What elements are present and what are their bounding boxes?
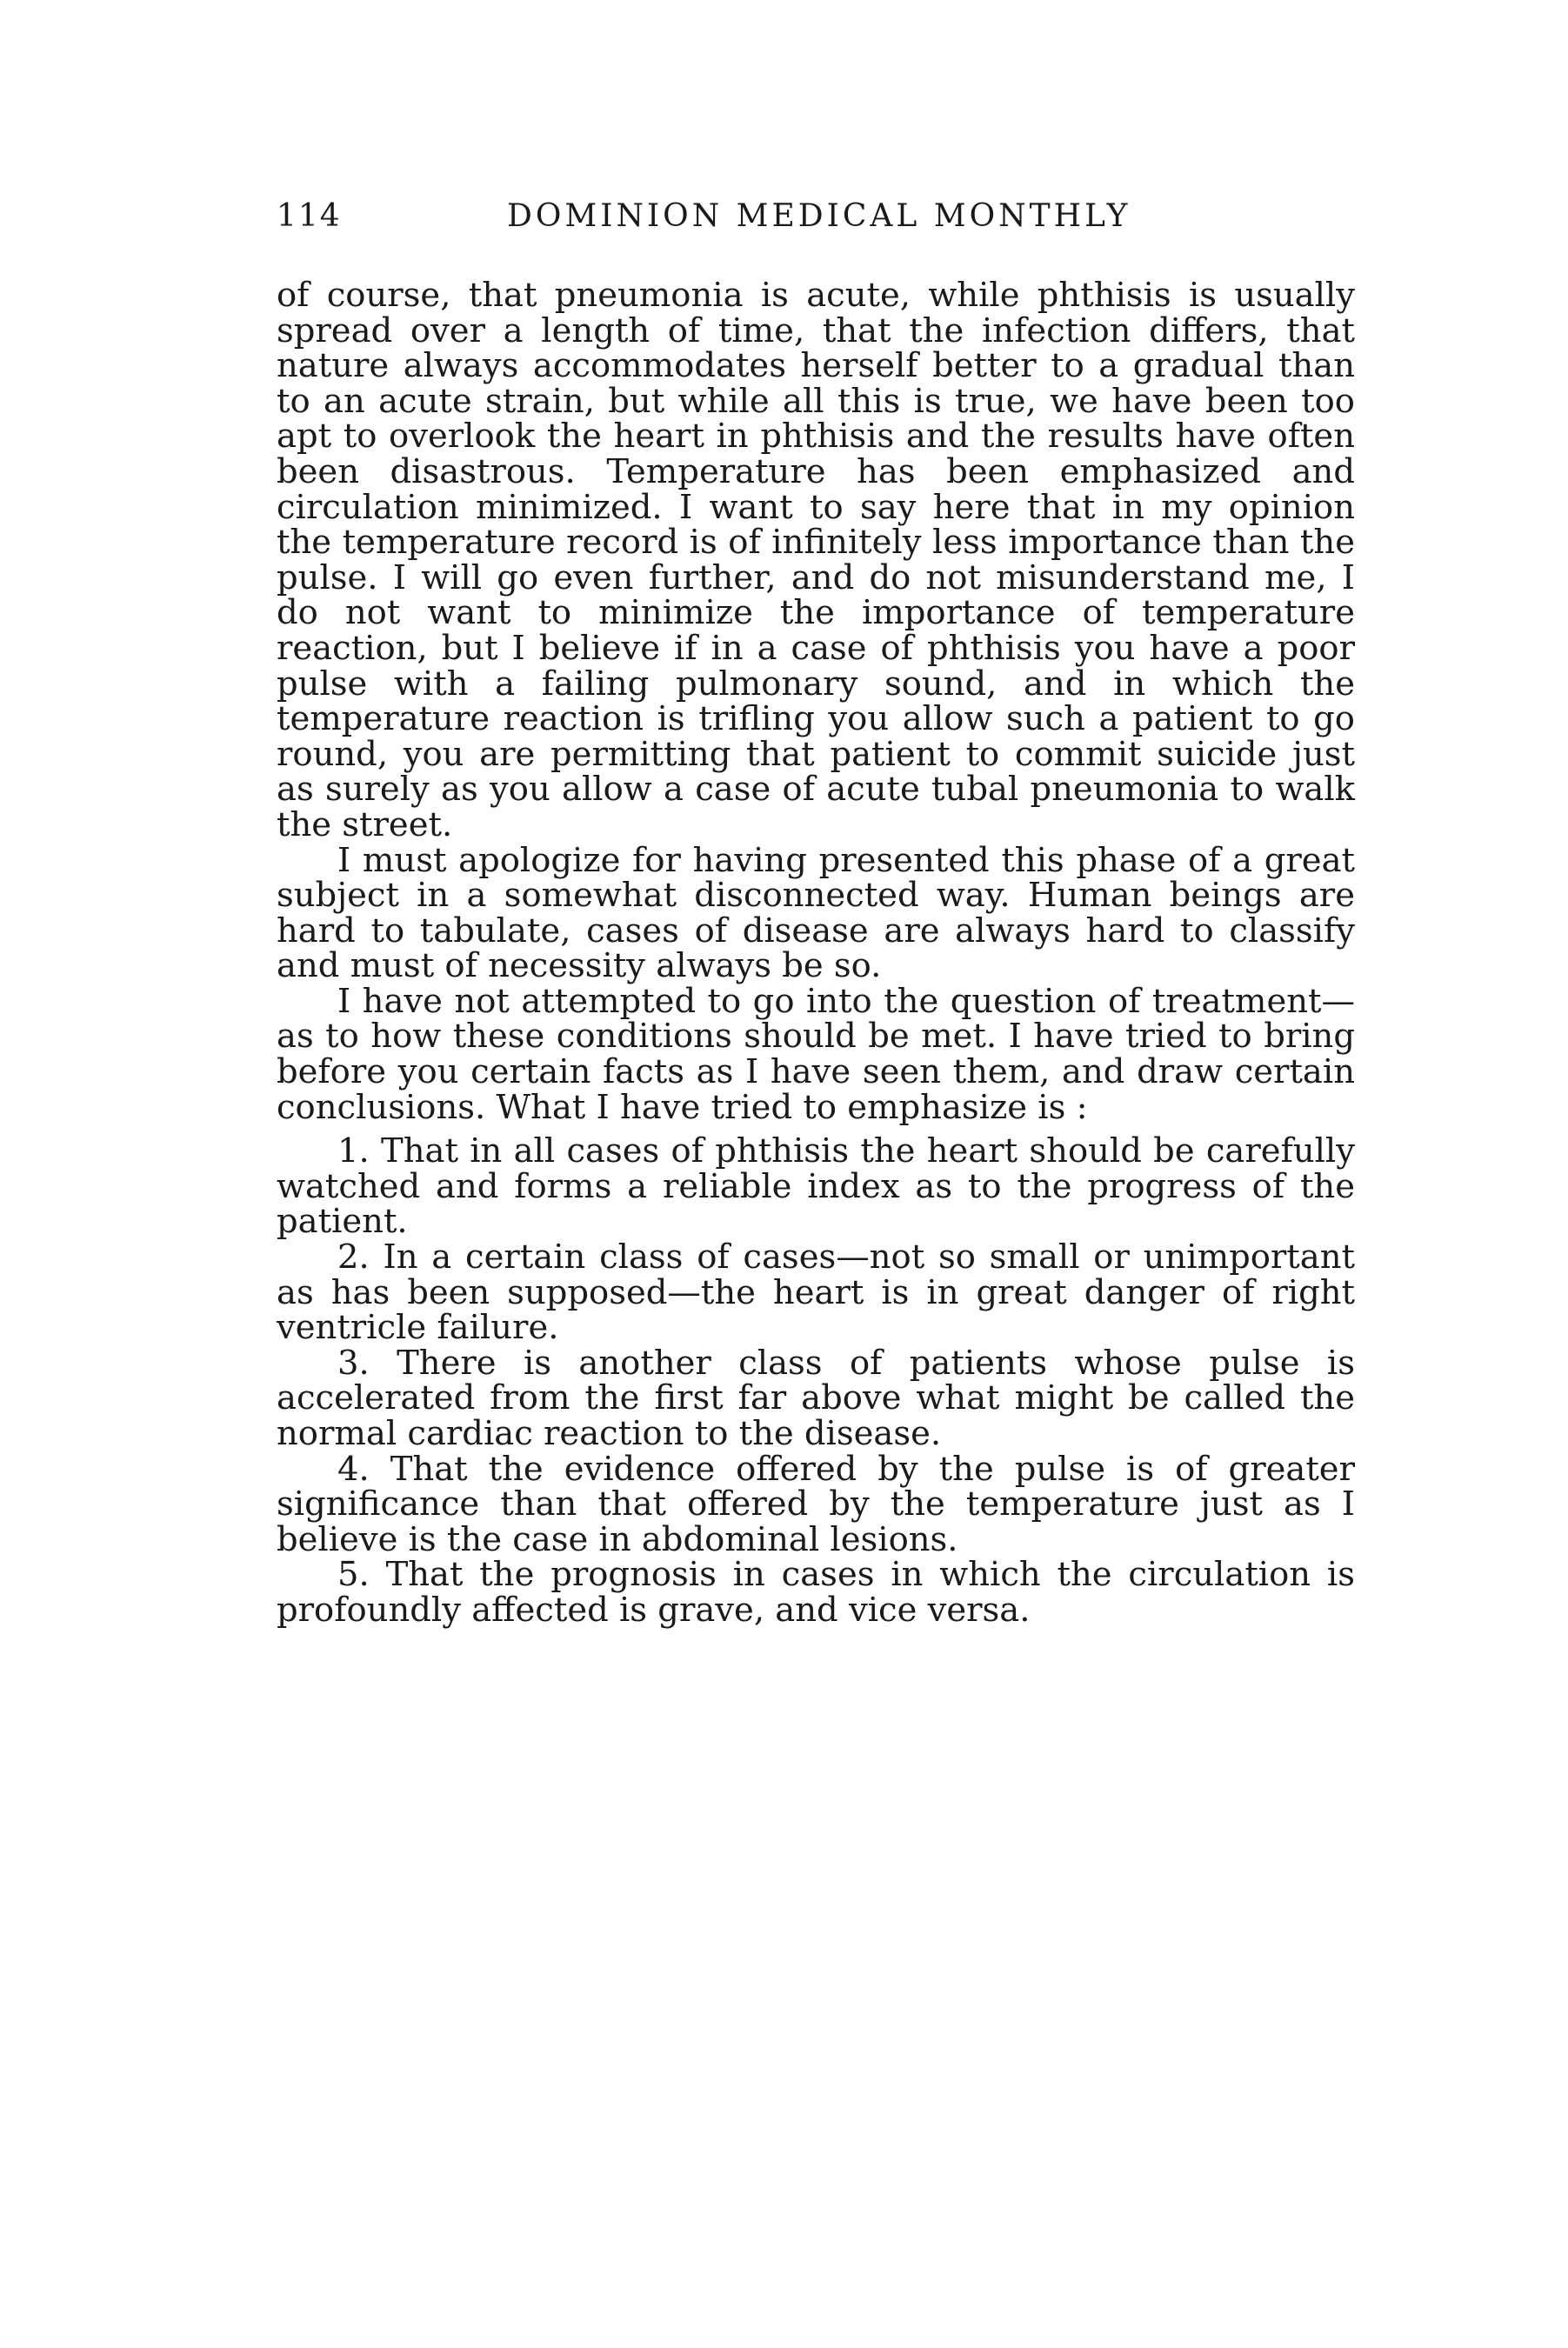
conclusion-item-5: 5. That the prognosis in cases in which the circulation is profoundly affected is grave, and vice versa. xyxy=(277,1555,1355,1630)
paragraph-apology: I must apologize for having presented this phase of a great subject in a somewhat disconnected way. Human beings are hard to tabulate, cases of disease are always hard to classify and must of necessity always be so. xyxy=(277,840,1355,986)
conclusion-item-4: 4. That the evidence offered by the pulse is of greater significance than that offered by the temperature just as I believe is the case in abdominal lesions. xyxy=(277,1449,1355,1559)
page-header xyxy=(277,198,1355,247)
conclusion-item-1: 1. That in all cases of phthisis the heart should be carefully watched and forms a reliable index as to the progress of the patient. xyxy=(277,1131,1355,1242)
conclusion-item-2: 2. In a certain class of cases—not so small or unimportant as has been supposed—the heart is in great danger of right ventricle failure. xyxy=(277,1237,1355,1348)
journal-title: DOMINION MEDICAL MONTHLY xyxy=(507,198,1131,234)
conclusion-item-3: 3. There is another class of patients whose pulse is accelerated from the first far above what might be called the normal cardiac reaction to the disease. xyxy=(277,1343,1355,1453)
paragraph-continuation: of course, that pneumonia is acute, while phthisis is usually spread over a length of time, that the infection differs, that nature always accommodates herself better to a gradual than to an acute strain, but while all this is true, we have been too apt to overlook the heart in phthisis and the results have often been disastrous. Temperature has been emphasized and circulation minimized. I want to say here that in my opinion the temperature record is of infinitely less importance than the pulse. I will go even further, and do not misunderstand me, I do not want to minimize the importance of temperature reaction, but I believe if in a case of phthisis you have a poor pulse with a failing pulmonary sound, and in which the temperature reaction is trifling you allow such a patient to go round, you are permitting that patient to commit suicide just as surely as you allow a case of acute tubal pneumonia to walk the street. xyxy=(277,276,1355,844)
paragraph-treatment: I have not attempted to go into the question of treatment—as to how these conditions should be met. I have tried to bring before you certain facts as I have seen them, and draw certain conclusions. What I have tried to emphasize is : xyxy=(277,981,1355,1127)
page-number: 114 xyxy=(277,198,342,234)
article-body xyxy=(277,278,1355,1629)
